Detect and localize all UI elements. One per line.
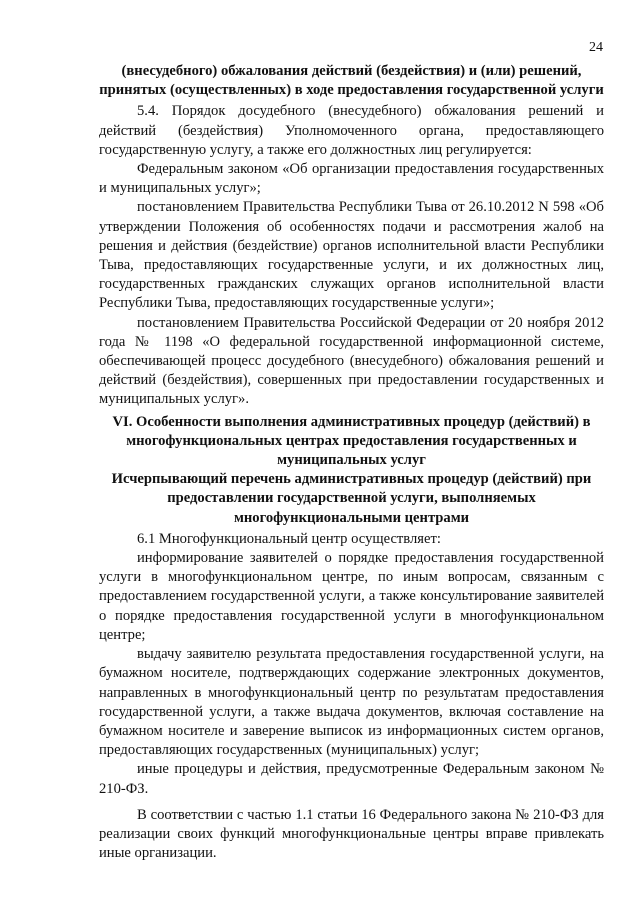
paragraph-article-16: В соответствии с частью 1.1 статьи 16 Федерального закона № 210-ФЗ для реализации своих функций многофункциональные центры вправе привлекать иные организации.: [99, 806, 604, 862]
paragraph-rf-resolution: постановлением Правительства Российской Федерации от 20 ноября 2012 года № 1198 «О федеральной государственной информационной системе, обеспечивающей процесс досудебного (внесудебного) обжалования решений и действий (бездействия), совершенных при предоставлении государственных и муниципальных услуг».: [99, 314, 604, 408]
paragraph-tyva-resolution: постановлением Правительства Республики Тыва от 26.10.2012 N 598 «Об утверждении Положения об особенностях подачи и рассмотрения жалоб на решения и действия (бездействие) органов исполнительной власти Республики Тыва, предоставляющих государственные услуги, и их должностных лиц, государственных гражданских служащих органов исполнительной власти Республики Тыва, предоставляющих государственные услуги»;: [99, 199, 604, 312]
paragraph-other-procedures: иные процедуры и действия, предусмотренные Федеральным законом № 210-ФЗ.: [99, 761, 604, 797]
paragraph-informing: информирование заявителей о порядке предоставления государственной услуги в многофункциональном центре, по иным вопросам, связанным с предоставлением государственной услуги, а также консультирование заявителей о порядке предоставления государственной услуги в многофункциональном центре;: [99, 550, 604, 643]
heading-appeal: (внесудебного) обжалования действий (бездействия) и (или) решений, принятых (осуществленных) в ходе предоставления государственной услуги: [99, 63, 604, 99]
paragraph-6-1: 6.1 Многофункциональный центр осуществляет:: [137, 530, 441, 547]
paragraph-issuance: выдачу заявителю результата предоставления государственной услуги, на бумажном носителе, подтверждающих содержание электронных документов, направленных в многофункциональный центр по результатам предоставления государственной услуги, а также выдача документов, включая составление на бумажном носителе и заверение выписок из информационных систем органов, предоставляющих государственных (муниципальных) услуг;: [99, 646, 604, 759]
heading-exhaustive-list: Исчерпывающий перечень административных процедур (действий) при предоставлении государственной услуги, выполняемых многофункциональными центрами: [111, 471, 592, 526]
paragraph-federal-law: Федеральным законом «Об организации предоставления государственных и муниципальных услуг»;: [99, 161, 604, 197]
document-body: [99, 62, 604, 863]
paragraph-5-4: 5.4. Порядок досудебного (внесудебного) обжалования решений и действий (бездействия) Уполномоченного органа, предоставляющего государственную услугу, а также его должностных лиц регулируется:: [99, 103, 604, 158]
page-number: 24: [589, 40, 603, 55]
heading-section-vi: VI. Особенности выполнения административных процедур (действий) в многофункциональных центрах предоставления государственных и муниципальных услуг: [112, 413, 591, 469]
